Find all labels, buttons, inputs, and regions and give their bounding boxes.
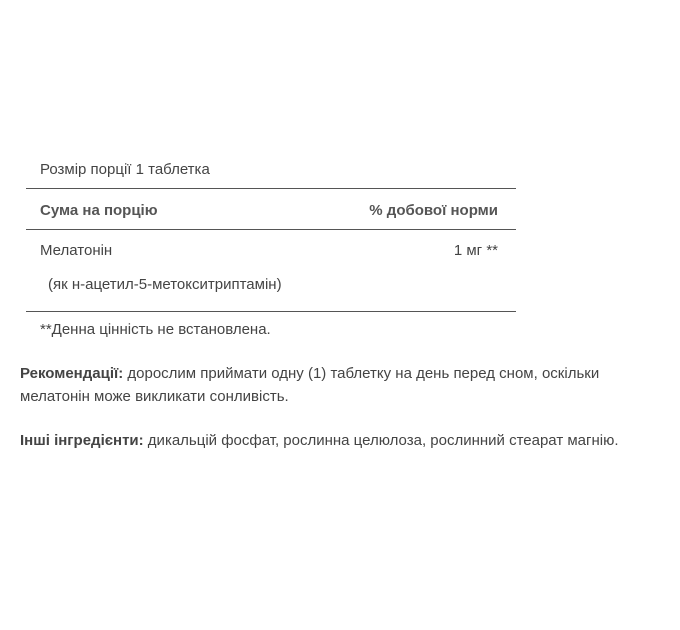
nutrient-form: (як н-ацетил-5-метокситриптамін) <box>26 269 516 312</box>
ingredients-label: Інші інгредієнти: <box>20 432 144 449</box>
facts-header-row <box>26 189 516 230</box>
nutrient-row <box>26 230 516 269</box>
amount-per-serving-header: Сума на порцію <box>40 202 158 219</box>
serving-size: Розмір порції 1 таблетка <box>26 154 516 189</box>
supplement-facts-table <box>26 154 516 340</box>
daily-value-footnote: **Денна цінність не встановлена. <box>40 321 271 338</box>
nutrient-amount: 1 мг ** <box>453 242 498 259</box>
ingredients-text: дикальцій фосфат, рослинна целюлоза, рослинний стеарат магнію. <box>143 432 619 449</box>
nutrient-name: Мелатонін <box>40 242 113 259</box>
recommendations-label: Рекомендації: <box>20 365 124 382</box>
daily-value-header: % добової норми <box>369 202 498 219</box>
ingredients-paragraph <box>20 429 660 452</box>
recommendations-text: дорослим приймати одну (1) таблетку на день перед сном, оскільки мелатонін може викликати сонливість. <box>20 365 600 405</box>
recommendations-paragraph <box>20 362 660 408</box>
